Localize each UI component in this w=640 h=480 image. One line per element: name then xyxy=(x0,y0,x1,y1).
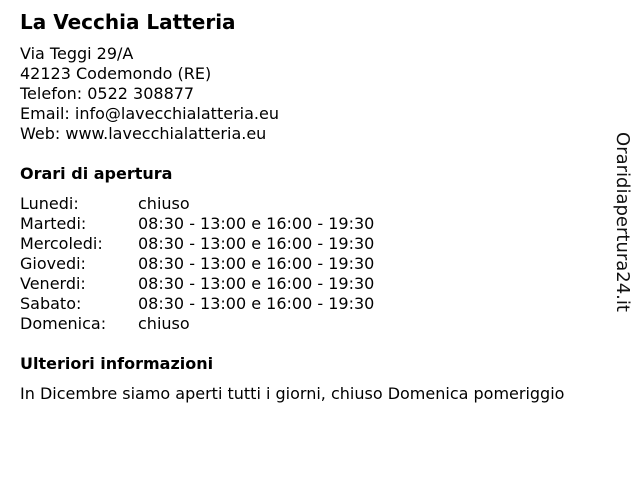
day-label: Domenica: xyxy=(20,314,107,333)
business-name: La Vecchia Latteria xyxy=(20,10,236,34)
day-label: Venerdi: xyxy=(20,274,86,293)
day-hours: 08:30 - 13:00 e 16:00 - 19:30 xyxy=(138,254,375,273)
day-label: Mercoledi: xyxy=(20,234,103,253)
opening-hours-heading: Orari di apertura xyxy=(20,164,173,183)
day-hours: 08:30 - 13:00 e 16:00 - 19:30 xyxy=(138,214,375,233)
address-city: 42123 Codemondo (RE) xyxy=(20,64,212,83)
address-street: Via Teggi 29/A xyxy=(20,44,134,63)
day-hours: chiuso xyxy=(138,194,190,213)
day-label: Giovedi: xyxy=(20,254,86,273)
email-address: Email: info@lavecchialatteria.eu xyxy=(20,104,279,123)
phone-number: Telefon: 0522 308877 xyxy=(20,84,195,103)
website-url: Web: www.lavecchialatteria.eu xyxy=(20,124,267,143)
additional-info-heading: Ulteriori informazioni xyxy=(20,354,214,373)
day-hours: chiuso xyxy=(138,314,190,333)
day-hours: 08:30 - 13:00 e 16:00 - 19:30 xyxy=(138,274,375,293)
day-hours: 08:30 - 13:00 e 16:00 - 19:30 xyxy=(138,234,375,253)
day-label: Sabato: xyxy=(20,294,82,313)
additional-info-text: In Dicembre siamo aperti tutti i giorni, chiuso Domenica pomeriggio xyxy=(20,384,565,403)
contact-block xyxy=(20,44,279,144)
day-label: Lunedi: xyxy=(20,194,79,213)
day-hours: 08:30 - 13:00 e 16:00 - 19:30 xyxy=(138,294,375,313)
day-label: Martedi: xyxy=(20,214,87,233)
site-watermark: Oraridiapertura24.it xyxy=(612,132,633,312)
